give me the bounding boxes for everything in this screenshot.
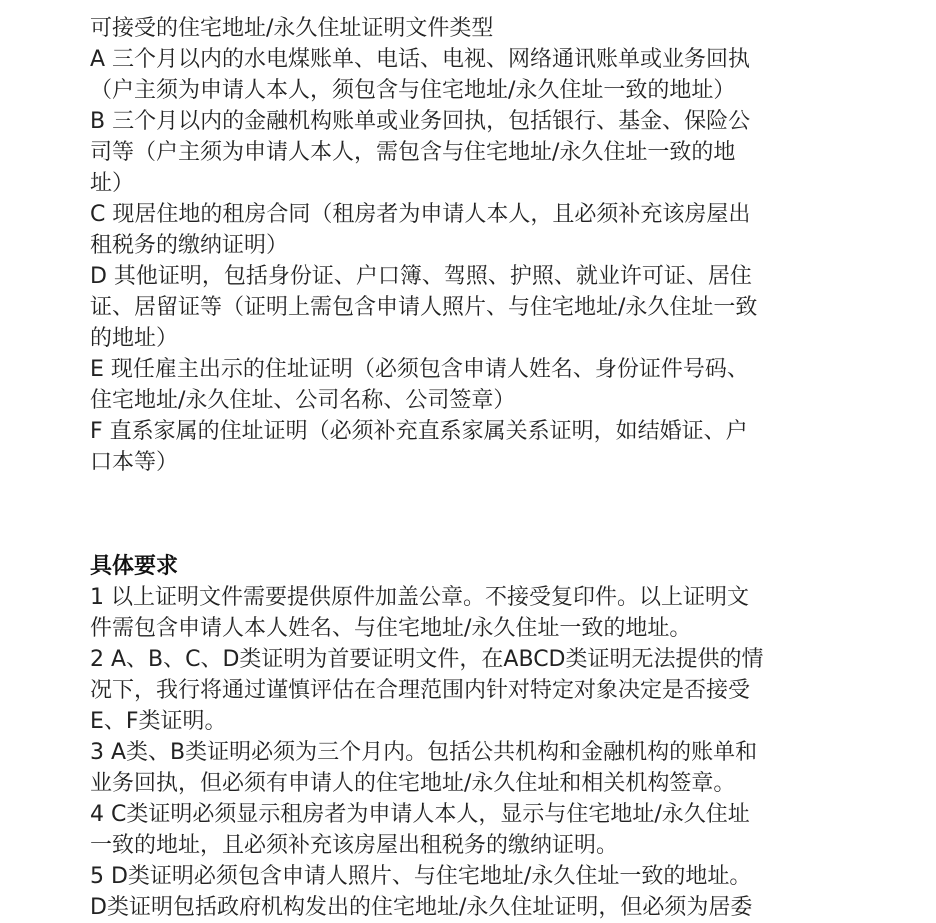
text-line: 业务回执，但必须有申请人的住宅地址/永久住址和相关机构签章。 (90, 771, 736, 796)
document-body (90, 13, 860, 923)
text-line: 住宅地址/永久住址、公司名称、公司签章） (90, 388, 516, 413)
text-line: C 现居住地的租房合同（租房者为申请人本人，且必须补充该房屋出 (90, 202, 751, 227)
text-line: 2 A、B、C、D类证明为首要证明文件，在ABCD类证明无法提供的情 (90, 647, 764, 672)
text-line: B 三个月以内的金融机构账单或业务回执，包括银行、基金、保险公 (90, 109, 751, 134)
text-line: 司等（户主须为申请人本人，需包含与住宅地址/永久住址一致的地 (90, 140, 736, 165)
section-specific-requirements (90, 551, 860, 923)
section-title: 可接受的住宅地址/永久住址证明文件类型 (90, 16, 494, 41)
text-line: E、F类证明。 (90, 709, 227, 734)
text-line: A 三个月以内的水电煤账单、电话、电视、网络通讯账单或业务回执 (90, 47, 751, 72)
text-line: 一致的地址，且必须补充该房屋出租税务的缴纳证明。 (90, 833, 619, 858)
section-spacer (90, 478, 860, 540)
section-acceptable-documents (90, 13, 860, 478)
text-line: 3 A类、B类证明必须为三个月内。包括公共机构和金融机构的账单和 (90, 740, 758, 765)
text-line: 件需包含申请人本人姓名、与住宅地址/永久住址一致的地址。 (90, 616, 692, 641)
section-heading: 具体要求 (90, 554, 179, 579)
text-line: 址） (90, 171, 135, 196)
text-line: 5 D类证明必须包含申请人照片、与住宅地址/永久住址一致的地址。 (90, 864, 752, 889)
text-line: 况下，我行将通过谨慎评估在合理范围内针对特定对象决定是否接受 (90, 678, 751, 703)
text-line: D类证明包括政府机构发出的住宅地址/永久住址证明，但必须为居委 (90, 895, 753, 920)
text-line: 租税务的缴纳证明） (90, 233, 289, 258)
text-line: 4 C类证明必须显示租房者为申请人本人，显示与住宅地址/永久住址 (90, 802, 750, 827)
text-line: E 现任雇主出示的住址证明（必须包含申请人姓名、身份证件号码、 (90, 357, 749, 382)
text-line: （户主须为申请人本人，须包含与住宅地址/永久住址一致的地址） (90, 78, 736, 103)
text-line: D 其他证明，包括身份证、户口簿、驾照、护照、就业许可证、居住 (90, 264, 752, 289)
text-line: F 直系家属的住址证明（必须补充直系家属关系证明，如结婚证、户 (90, 419, 748, 444)
text-line: 口本等） (90, 450, 179, 475)
text-line: 证、居留证等（证明上需包含申请人照片、与住宅地址/永久住址一致 (90, 295, 758, 320)
text-line: 1 以上证明文件需要提供原件加盖公章。不接受复印件。以上证明文 (90, 585, 749, 610)
text-line: 的地址） (90, 326, 179, 351)
